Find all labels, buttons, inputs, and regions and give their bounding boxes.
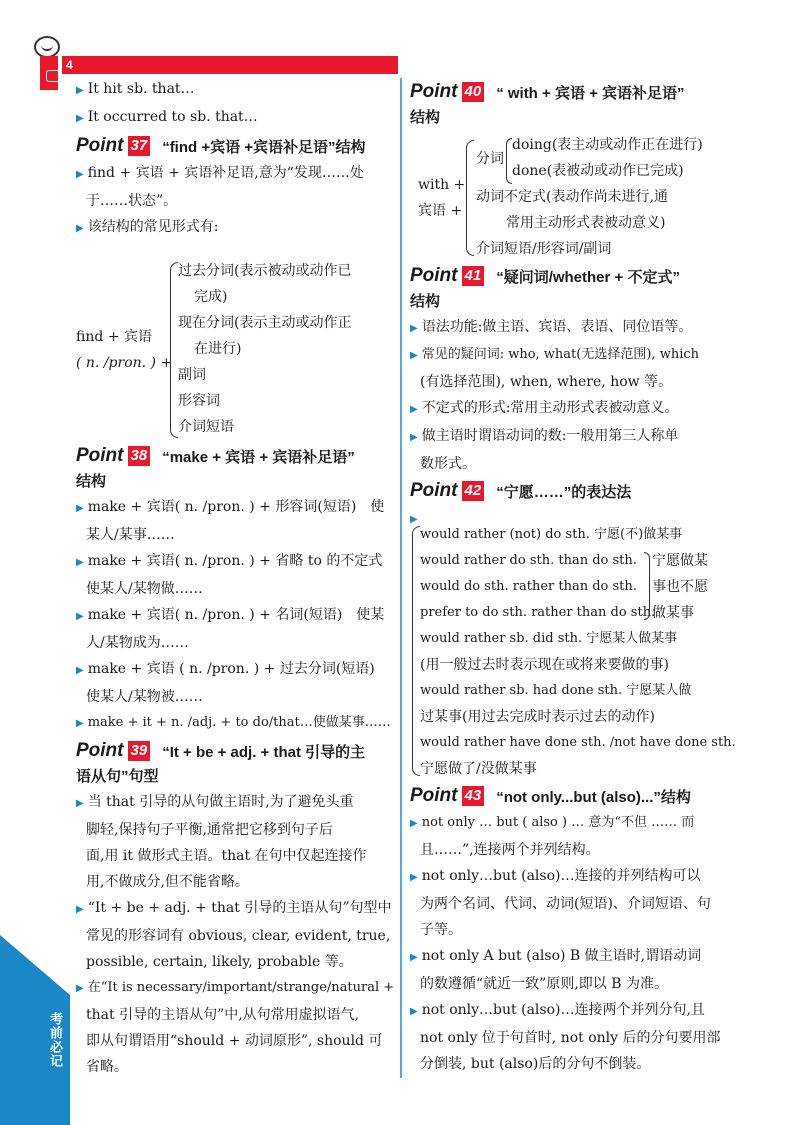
with-lead: with + (418, 177, 466, 193)
list-item-cont: 使某人/某物被…… (86, 689, 203, 705)
grp-meaning: 宁愿做某 (652, 553, 708, 569)
point-38-heading: Point 38 “make + 宾语 + 宾语补足语” (76, 445, 355, 466)
list-item-cont: 常见的形容词有 obvious, clear, evident, true, (86, 928, 391, 944)
list-item-cont: 省略。 (86, 1059, 128, 1075)
form-item: 形容词 (178, 393, 220, 409)
list-item-cont: 分倒装, but (also)后的分句不倒装。 (420, 1056, 651, 1072)
point-40-heading-2: 结构 (410, 109, 441, 126)
grp-meaning: 做某事 (652, 605, 694, 621)
bullet-icon: ▶ (76, 798, 84, 809)
sub-label: 分词 (476, 151, 504, 167)
form-item: 常用主动形式表被动意义) (506, 215, 666, 231)
list-item: ▶ make + 宾语 ( n. /pron. ) + 过去分词(短语) (76, 661, 375, 677)
bullet-icon: ▶ (76, 718, 84, 729)
bullet-icon: ▶ (76, 611, 84, 622)
list-item: ▶ make + 宾语( n. /pron. ) + 省略 to 的不定式 (76, 553, 383, 569)
with-lead-2: 宾语 + (418, 203, 463, 219)
hand-icon (46, 70, 60, 82)
list-item-cont: 于……状态”。 (86, 193, 178, 209)
point-41-heading-2: 结构 (410, 293, 441, 310)
list-item-cont: possible, certain, likely, probable 等。 (86, 954, 353, 970)
list-item: ▶ make + it + n. /adj. + to do/that…使做某事…… (76, 715, 391, 730)
list-item-cont: 某人/某事…… (86, 527, 175, 543)
list-item: ▶ “It + be + adj. + that 引导的主语从句”句型中 (76, 900, 392, 916)
point-42-heading: Point 42 “宁愿……”的表达法 (410, 480, 632, 501)
point-38-heading-2: 结构 (76, 473, 107, 490)
brace (170, 262, 178, 438)
list-item-cont: 面,用 it 做形式主语。that 在句中仅起连接作 (86, 848, 367, 864)
brace (412, 526, 420, 776)
left-column (76, 76, 394, 242)
rather-item: would do sth. rather than do sth. (420, 579, 637, 594)
point-39-heading: Point 39 “It + be + adj. + that 引导的主 (76, 740, 366, 761)
point-41-heading: Point 41 “疑问词/whether + 不定式” (410, 265, 680, 286)
form-item: 过去分词(表示被动或动作已 (178, 263, 352, 279)
side-label: 考前必记 (48, 1012, 63, 1068)
list-item: ▶ make + 宾语( n. /pron. ) + 形容词(短语) 使 (76, 499, 385, 515)
find-lead-2: ( n. /pron. ) + (76, 355, 173, 371)
list-item-cont: 即从句谓语用“should + 动词原形”, should 可 (86, 1033, 383, 1049)
form-item: 介词短语 (178, 419, 234, 435)
bullet-icon: ▶ (410, 872, 418, 883)
list-item: ▶ 做主语时谓语动词的数:一般用第三人称单 (410, 428, 679, 444)
list-item: ▶ 在“It is necessary/important/strange/natural + (76, 980, 395, 995)
right-column (410, 78, 730, 130)
form-item: 动词不定式(表动作尚未进行,通 (476, 189, 668, 205)
bullet-icon: ▶ (410, 952, 418, 963)
point-37-heading: Point 37 “find +宾语 +宾语补足语”结构 (76, 135, 366, 156)
list-item-cont: (有选择范围), when, where, how 等。 (420, 374, 673, 390)
page-number: 4 (62, 56, 398, 74)
rather-item: would rather have done sth. /not have done sth. (420, 735, 736, 750)
form-item: 在进行) (194, 341, 242, 357)
list-item: ▶ 该结构的常见形式有: (76, 219, 219, 235)
bullet-icon: ▶ (76, 223, 84, 234)
list-item-cont: that 引导的主语从句”中,从句常用虚拟语气, (86, 1007, 360, 1023)
right-column-3 (410, 782, 730, 1077)
list-item: ▶ 常见的疑问词: who, what(无选择范围), which (410, 347, 700, 362)
point-40-heading: Point 40 “ with + 宾语 + 宾语补足语” (410, 81, 685, 102)
find-lead: find + 宾语 (76, 329, 152, 345)
point-43-heading: Point 43 “not only...but (also)...”结构 (410, 785, 691, 806)
form-item: doing(表主动或动作正在进行) (512, 137, 703, 153)
rather-item: would rather do sth. than do sth. (420, 553, 637, 568)
form-item: done(表被动或动作已完成) (512, 163, 684, 179)
list-item-cont: 脚轻,保持句子平衡,通常把它移到句子后 (86, 822, 333, 838)
list-item: ▶ 语法功能:做主语、宾语、表语、同位语等。 (410, 319, 693, 335)
list-item: ▶ not only A but (also) B 做主语时,谓语动词 (410, 948, 702, 964)
list-item-cont: 的数遵循“就近一致”原则,即以 B 为准。 (420, 976, 668, 992)
grp-meaning: 事也不愿 (652, 579, 708, 595)
brace (466, 140, 474, 256)
column-divider (400, 78, 402, 1078)
bullet-icon: ▶ (76, 665, 84, 676)
list-item: ▶ It hit sb. that… (76, 81, 195, 97)
list-item: ▶ 当 that 引导的从句做主语时,为了避免头重 (76, 794, 354, 810)
rather-item: 过某事(用过去完成时表示过去的动作) (420, 709, 655, 725)
rather-item: 宁愿做了/没做某事 (420, 761, 537, 777)
book-logo-icon (34, 36, 60, 58)
list-item: ▶ not only … but ( also ) … 意为“不但 …… 而 (410, 815, 695, 830)
list-item-cont: 为两个名词、代词、动词(短语)、介词短语、句 (420, 896, 711, 912)
bullet-icon: ▶ (76, 169, 84, 180)
list-item: ▶ 不定式的形式:常用主动形式表被动意义。 (410, 400, 679, 416)
bullet-icon: ▶ (76, 904, 84, 915)
brace-right (644, 552, 650, 620)
list-item-cont: not only 位于句首时, not only 后的分句要用部 (420, 1030, 721, 1046)
bullet-icon: ▶ (410, 514, 418, 525)
bullet-icon: ▶ (410, 350, 418, 361)
bullet-icon: ▶ (410, 323, 418, 334)
form-item: 现在分词(表示主动或动作正 (178, 315, 352, 331)
bullet-icon: ▶ (76, 113, 84, 124)
bullet-icon: ▶ (76, 503, 84, 514)
left-column-2 (76, 442, 394, 1080)
list-item-cont: 人/某物成为…… (86, 635, 189, 651)
form-item: 副词 (178, 367, 206, 383)
bullet-icon: ▶ (410, 1006, 418, 1017)
list-item: ▶ find + 宾语 + 宾语补足语,意为“发现……处 (76, 165, 364, 181)
list-item: ▶ It occurred to sb. that… (76, 109, 258, 125)
rather-item: would rather sb. had done sth. 宁愿某人做 (420, 683, 692, 698)
right-column-2 (410, 262, 730, 533)
form-item: 介词短语/形容词/副词 (476, 241, 612, 257)
bullet-icon: ▶ (410, 818, 418, 829)
bullet-icon: ▶ (76, 557, 84, 568)
list-item: ▶ not only…but (also)…连接的并列结构可以 (410, 868, 701, 884)
bullet-icon: ▶ (76, 85, 84, 96)
list-item-cont: 使某人/某物做…… (86, 581, 203, 597)
rather-item: (用一般过去时表示现在或将来要做的事) (420, 657, 669, 673)
list-item-cont: 且……”,连接两个并列结构。 (420, 842, 600, 858)
bullet-icon: ▶ (410, 432, 418, 443)
form-item: 完成) (194, 289, 228, 305)
list-item: ▶ make + 宾语( n. /pron. ) + 名词(短语) 使某 (76, 607, 385, 623)
bullet-icon: ▶ (410, 404, 418, 415)
list-item-cont: 数形式。 (420, 456, 476, 472)
list-item: ▶ not only…but (also)…连接两个并列分句,且 (410, 1002, 705, 1018)
rather-item: prefer to do sth. rather than do sth. (420, 605, 656, 620)
rather-item: would rather sb. did sth. 宁愿某人做某事 (420, 631, 678, 646)
point-39-heading-2: 语从句”句型 (76, 768, 159, 785)
list-item-cont: 用,不做成分,但不能省略。 (86, 874, 249, 890)
bullet-icon: ▶ (76, 983, 84, 994)
rather-item: would rather (not) do sth. 宁愿(不)做某事 (420, 527, 683, 542)
list-item-cont: 子等。 (420, 922, 462, 938)
